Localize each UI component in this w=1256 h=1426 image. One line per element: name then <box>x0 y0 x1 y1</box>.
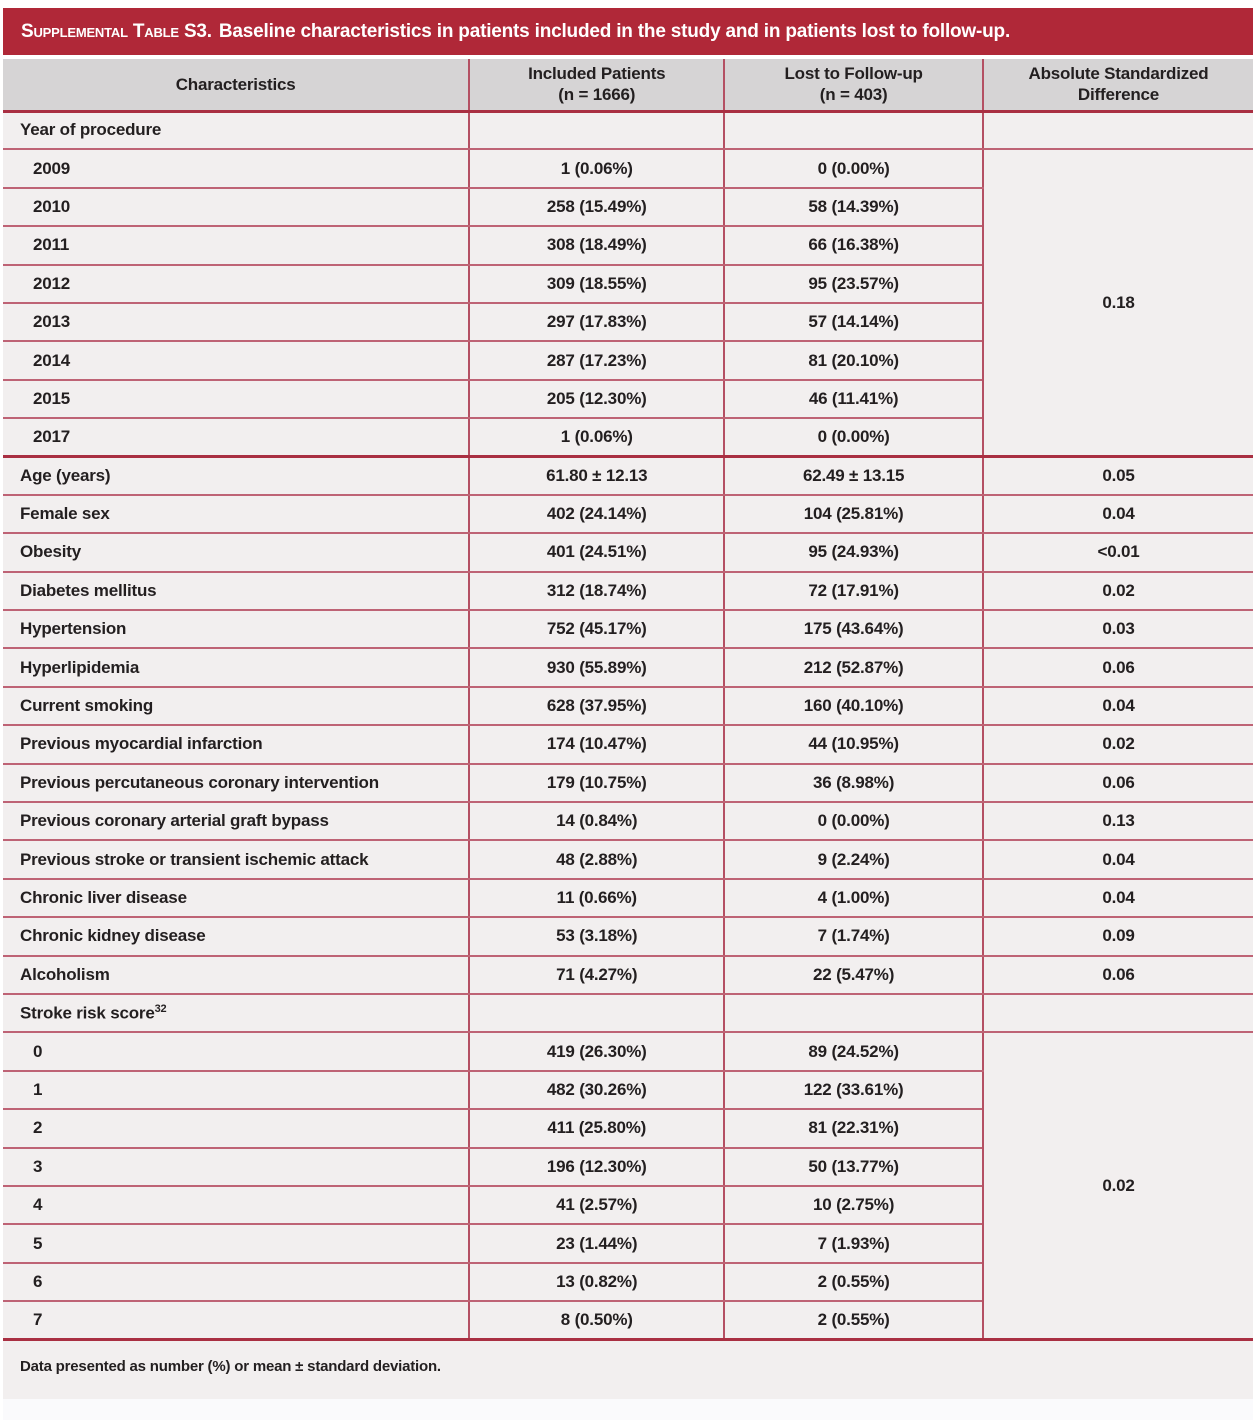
row-label: 1 <box>3 1071 469 1109</box>
included-patients-value: 308 (18.49%) <box>469 226 724 264</box>
included-patients-value: 402 (24.14%) <box>469 495 724 533</box>
included-patients-value: 179 (10.75%) <box>469 764 724 802</box>
table-row <box>3 495 1253 533</box>
table-row <box>3 879 1253 917</box>
asd-value: 0.09 <box>983 917 1253 955</box>
lost-to-follow-up-value: 46 (11.41%) <box>724 380 983 418</box>
table-number-label: Supplemental Table S3. <box>21 20 212 42</box>
baseline-characteristics-table <box>3 59 1253 1341</box>
table-row <box>3 840 1253 878</box>
asd-value: 0.06 <box>983 764 1253 802</box>
included-patients-value: 482 (30.26%) <box>469 1071 724 1109</box>
included-patients-value: 752 (45.17%) <box>469 610 724 648</box>
included-patients-value: 411 (25.80%) <box>469 1109 724 1147</box>
asd-merged-value: 0.18 <box>983 149 1253 456</box>
lost-to-follow-up-value: 4 (1.00%) <box>724 879 983 917</box>
row-label: Age (years) <box>3 457 469 495</box>
row-label: Hypertension <box>3 610 469 648</box>
row-label: Previous stroke or transient ischemic attack <box>3 840 469 878</box>
lost-to-follow-up-value: 122 (33.61%) <box>724 1071 983 1109</box>
table-caption: Baseline characteristics in patients included in the study and in patients lost to follow-up. <box>218 20 1011 42</box>
asd-value: 0.13 <box>983 802 1253 840</box>
lost-to-follow-up-value: 66 (16.38%) <box>724 226 983 264</box>
included-patients-value: 419 (26.30%) <box>469 1032 724 1070</box>
row-label: Previous myocardial infarction <box>3 725 469 763</box>
row-label: Previous coronary arterial graft bypass <box>3 802 469 840</box>
section-label: Stroke risk score$^{32}$ <box>3 994 469 1032</box>
lost-to-follow-up-value: 81 (22.31%) <box>724 1109 983 1147</box>
lost-to-follow-up-value: 2 (0.55%) <box>724 1301 983 1339</box>
row-label: Hyperlipidemia <box>3 648 469 686</box>
asd-value: 0.04 <box>983 840 1253 878</box>
row-label: Diabetes mellitus <box>3 572 469 610</box>
included-patients-value: 174 (10.47%) <box>469 725 724 763</box>
row-label: 2011 <box>3 226 469 264</box>
asd-value: 0.04 <box>983 687 1253 725</box>
included-patients-value: 297 (17.83%) <box>469 303 724 341</box>
included-patients-value: 258 (15.49%) <box>469 188 724 226</box>
row-label: 6 <box>3 1263 469 1301</box>
col-header-characteristics: Characteristics <box>3 59 469 111</box>
lost-to-follow-up-value: 10 (2.75%) <box>724 1186 983 1224</box>
row-label: Alcoholism <box>3 956 469 994</box>
row-label: Previous percutaneous coronary intervention <box>3 764 469 802</box>
included-patients-value: 930 (55.89%) <box>469 648 724 686</box>
table-row <box>3 956 1253 994</box>
included-patients-value: 1 (0.06%) <box>469 149 724 187</box>
included-patients-value: 14 (0.84%) <box>469 802 724 840</box>
lost-to-follow-up-value: 2 (0.55%) <box>724 1263 983 1301</box>
included-patients-value: 13 (0.82%) <box>469 1263 724 1301</box>
asd-value: 0.05 <box>983 457 1253 495</box>
row-label: Female sex <box>3 495 469 533</box>
included-patients-value: 41 (2.57%) <box>469 1186 724 1224</box>
included-patients-value: 401 (24.51%) <box>469 533 724 571</box>
section-label: Year of procedure <box>3 111 469 149</box>
empty-cell <box>983 994 1253 1032</box>
table-row <box>3 149 1253 187</box>
section-header-row <box>3 111 1253 149</box>
lost-to-follow-up-value: 104 (25.81%) <box>724 495 983 533</box>
included-patients-value: 309 (18.55%) <box>469 265 724 303</box>
included-patients-value: 11 (0.66%) <box>469 879 724 917</box>
lost-to-follow-up-value: 89 (24.52%) <box>724 1032 983 1070</box>
table-row <box>3 802 1253 840</box>
lost-to-follow-up-value: 44 (10.95%) <box>724 725 983 763</box>
table-row <box>3 917 1253 955</box>
empty-cell <box>724 111 983 149</box>
lost-to-follow-up-value: 0 (0.00%) <box>724 418 983 456</box>
col-header-included-patients: Included Patients (n = 1666) <box>469 59 724 111</box>
reference-superscript: 32 <box>154 1002 167 1015</box>
table-row <box>3 572 1253 610</box>
lost-to-follow-up-value: 95 (24.93%) <box>724 533 983 571</box>
included-patients-value: 71 (4.27%) <box>469 956 724 994</box>
table-footnote: Data presented as number (%) or mean ± standard deviation. <box>3 1341 1253 1399</box>
table-row <box>3 725 1253 763</box>
row-label: 4 <box>3 1186 469 1224</box>
empty-cell <box>469 994 724 1032</box>
table-row <box>3 687 1253 725</box>
empty-cell <box>724 994 983 1032</box>
included-patients-value: 196 (12.30%) <box>469 1148 724 1186</box>
row-label: Obesity <box>3 533 469 571</box>
row-label: 3 <box>3 1148 469 1186</box>
included-patients-value: 205 (12.30%) <box>469 380 724 418</box>
lost-to-follow-up-value: 95 (23.57%) <box>724 265 983 303</box>
included-patients-value: 628 (37.95%) <box>469 687 724 725</box>
included-patients-value: 23 (1.44%) <box>469 1224 724 1262</box>
row-label: 7 <box>3 1301 469 1339</box>
asd-value: <0.01 <box>983 533 1253 571</box>
bottom-margin-strip <box>3 1399 1253 1420</box>
asd-value: 0.02 <box>983 572 1253 610</box>
table-row <box>3 457 1253 495</box>
lost-to-follow-up-value: 212 (52.87%) <box>724 648 983 686</box>
lost-to-follow-up-value: 50 (13.77%) <box>724 1148 983 1186</box>
asd-value: 0.04 <box>983 495 1253 533</box>
table-row <box>3 533 1253 571</box>
col-header-lost-to-follow-up: Lost to Follow-up (n = 403) <box>724 59 983 111</box>
asd-value: 0.03 <box>983 610 1253 648</box>
asd-merged-value: 0.02 <box>983 1032 1253 1339</box>
row-label: Chronic kidney disease <box>3 917 469 955</box>
column-header-row <box>3 59 1253 111</box>
included-patients-value: 1 (0.06%) <box>469 418 724 456</box>
included-patients-value: 61.80 ± 12.13 <box>469 457 724 495</box>
lost-to-follow-up-value: 58 (14.39%) <box>724 188 983 226</box>
section-header-row <box>3 994 1253 1032</box>
row-label: 2010 <box>3 188 469 226</box>
row-label: 2012 <box>3 265 469 303</box>
included-patients-value: 48 (2.88%) <box>469 840 724 878</box>
lost-to-follow-up-value: 0 (0.00%) <box>724 149 983 187</box>
row-label: 2014 <box>3 341 469 379</box>
lost-to-follow-up-value: 160 (40.10%) <box>724 687 983 725</box>
asd-value: 0.06 <box>983 956 1253 994</box>
table-title-bar <box>3 8 1253 55</box>
lost-to-follow-up-value: 0 (0.00%) <box>724 802 983 840</box>
lost-to-follow-up-value: 7 (1.74%) <box>724 917 983 955</box>
table-row <box>3 648 1253 686</box>
empty-cell <box>469 111 724 149</box>
table-row <box>3 610 1253 648</box>
lost-to-follow-up-value: 81 (20.10%) <box>724 341 983 379</box>
row-label: Chronic liver disease <box>3 879 469 917</box>
asd-value: 0.02 <box>983 725 1253 763</box>
asd-value: 0.04 <box>983 879 1253 917</box>
table-row <box>3 1032 1253 1070</box>
included-patients-value: 8 (0.50%) <box>469 1301 724 1339</box>
lost-to-follow-up-value: 175 (43.64%) <box>724 610 983 648</box>
lost-to-follow-up-value: 57 (14.14%) <box>724 303 983 341</box>
col-header-absolute-standardized-difference: Absolute Standardized Difference <box>983 59 1253 111</box>
row-label: 0 <box>3 1032 469 1070</box>
row-label: 5 <box>3 1224 469 1262</box>
row-label: 2015 <box>3 380 469 418</box>
table-row <box>3 764 1253 802</box>
row-label: 2 <box>3 1109 469 1147</box>
lost-to-follow-up-value: 36 (8.98%) <box>724 764 983 802</box>
row-label: 2009 <box>3 149 469 187</box>
row-label: 2013 <box>3 303 469 341</box>
lost-to-follow-up-value: 9 (2.24%) <box>724 840 983 878</box>
lost-to-follow-up-value: 72 (17.91%) <box>724 572 983 610</box>
lost-to-follow-up-value: 62.49 ± 13.15 <box>724 457 983 495</box>
included-patients-value: 287 (17.23%) <box>469 341 724 379</box>
lost-to-follow-up-value: 7 (1.93%) <box>724 1224 983 1262</box>
row-label: Current smoking <box>3 687 469 725</box>
empty-cell <box>983 111 1253 149</box>
row-label: 2017 <box>3 418 469 456</box>
asd-value: 0.06 <box>983 648 1253 686</box>
included-patients-value: 53 (3.18%) <box>469 917 724 955</box>
included-patients-value: 312 (18.74%) <box>469 572 724 610</box>
lost-to-follow-up-value: 22 (5.47%) <box>724 956 983 994</box>
